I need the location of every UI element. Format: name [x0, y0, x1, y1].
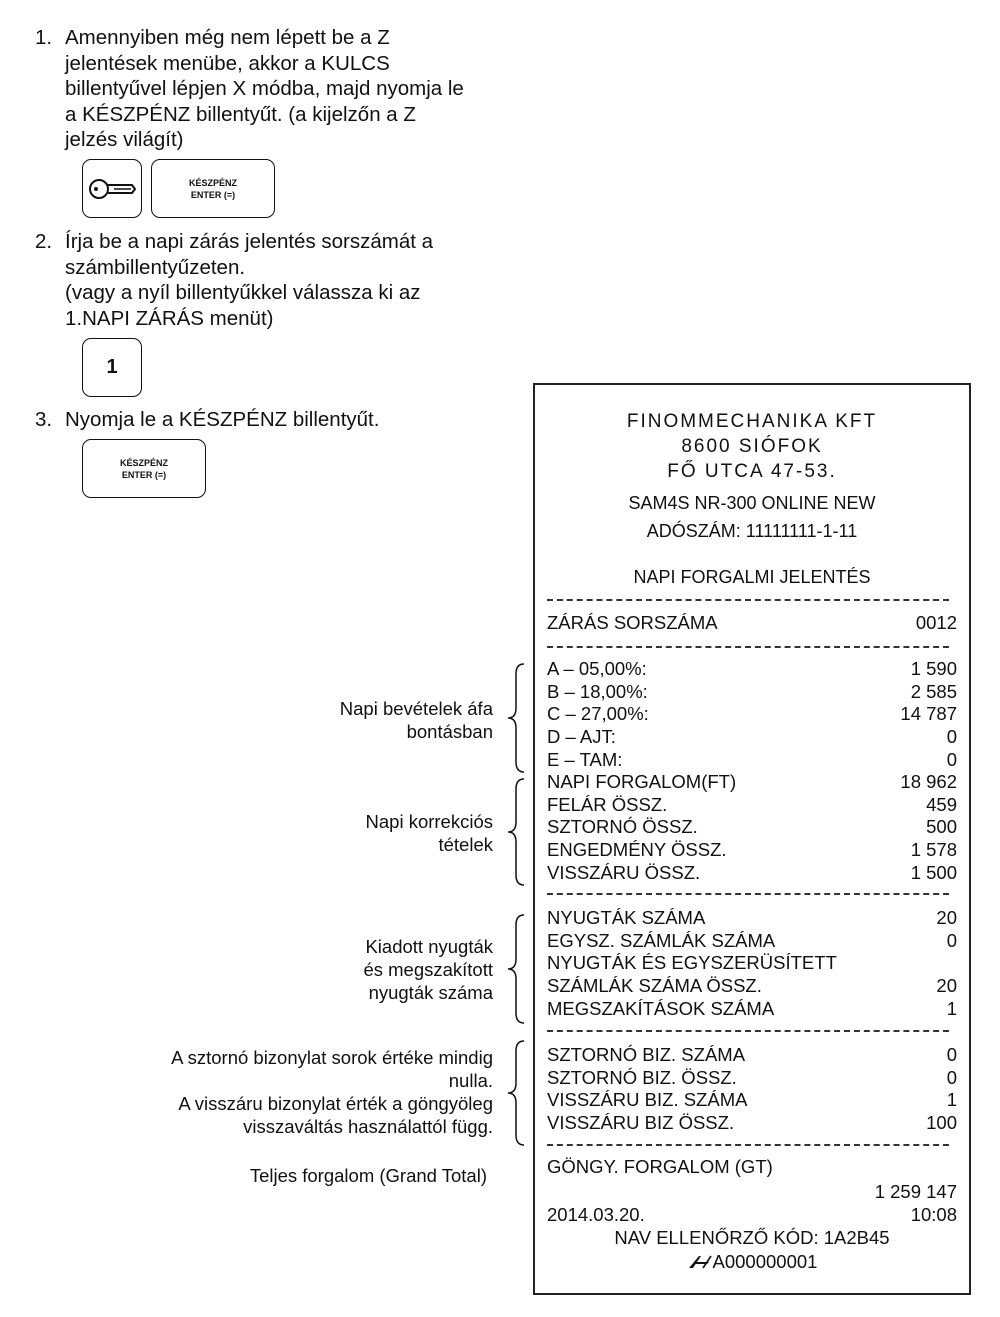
receipt-row-storno: VISSZÁRU BIZ. SZÁMA 1 [547, 1089, 957, 1111]
separator [547, 599, 949, 601]
receipt-time: 10:08 [910, 1204, 957, 1225]
receipt-street: FŐ UTCA 47-53. [667, 461, 837, 482]
separator [547, 893, 949, 895]
step-1 [35, 25, 515, 155]
receipt-row-receipts: EGYSZ. SZÁMLÁK SZÁMA 0 [547, 929, 957, 951]
separator [547, 1144, 949, 1146]
digit-one-button[interactable] [82, 338, 142, 397]
key-icon [87, 176, 137, 202]
step-text: jelzés világít) [65, 128, 184, 151]
receipt-row-gt-value: 1 259 147 [874, 1181, 957, 1202]
receipt-nav-code: NAV ELLENŐRZŐ KÓD: 1A2B45 [614, 1227, 890, 1248]
receipt-row-correction: ENGEDMÉNY ÖSSZ. 1 578 [547, 839, 957, 861]
separator [547, 1030, 949, 1032]
annotation-vat: Napi bevételek áfa bontásban [339, 698, 493, 742]
receipt-row-receipts: MEGSZAKÍTÁSOK SZÁMA 1 [547, 997, 957, 1019]
receipt-row-vat: B – 18,00%: 2 585 [547, 680, 957, 702]
step-number: 1. [35, 26, 53, 49]
receipt-row-closing: ZÁRÁS SORSZÁMA 0012 [547, 612, 957, 633]
key-label: KÉSZPÉNZ ENTER (=) [188, 177, 237, 200]
receipt-report-title: NAPI FORGALMI JELENTÉS [633, 567, 871, 587]
receipt-row-correction: VISSZÁRU ÖSSZ. 1 500 [547, 861, 957, 883]
key-label: 1 [106, 356, 118, 378]
step-text: a KÉSZPÉNZ billentyűt. (a kijelzőn a Z [65, 102, 416, 126]
receipt-date: 2014.03.20. [547, 1204, 645, 1225]
step-text: billentyűvel lépjen X módba, majd nyomja le [65, 77, 464, 100]
receipt-row-correction: SZTORNÓ ÖSSZ. 500 [547, 816, 957, 838]
receipt-row-vat: E – TAM: 0 [547, 748, 957, 770]
receipt-row-receipts: SZÁMLÁK SZÁMA ÖSSZ. 20 [547, 975, 957, 997]
step-3 [35, 407, 515, 433]
annotation-corrections: Napi korrekciós tételek [365, 811, 493, 855]
cash-enter-button-2[interactable] [82, 439, 206, 498]
receipt-row-vat: D – AJT: 0 [547, 726, 957, 748]
annotation-storno: A sztornó bizonylat sorok értéke mindig nulla. A visszáru bizonylat érték a göngyöleg visszaváltás használattól függ. [171, 1047, 493, 1137]
step-text: Amennyiben még nem lépett be a Z [65, 26, 390, 49]
brace-vat [506, 662, 528, 774]
annotation-receipts: Kiadott nyugták és megszakított nyugták száma [363, 936, 493, 1003]
step-text: Írja be a napi zárás jelentés sorszámát a [65, 230, 434, 253]
receipt-row-datetime [547, 1204, 957, 1227]
receipt-city: 8600 SIÓFOK [681, 436, 823, 457]
step-2 [35, 229, 515, 333]
step-text: 1.NAPI ZÁRÁS menüt) [65, 306, 274, 330]
step-text: számbillentyűzeten. [65, 255, 246, 279]
receipt [533, 383, 971, 1295]
brace-receipts [506, 913, 528, 1025]
receipt-row-vat: A – 05,00%: 1 590 [547, 658, 957, 679]
separator [547, 646, 949, 648]
step-number: 2. [35, 230, 53, 253]
receipt-model: SAM4S NR-300 ONLINE NEW [628, 493, 876, 513]
receipt-row-receipts: NYUGTÁK ÉS EGYSZERÜSÍTETT [547, 952, 837, 974]
receipt-ap-line [535, 1251, 969, 1273]
key-label: KÉSZPÉNZ ENTER (=) [119, 457, 168, 480]
receipt-row-storno: VISSZÁRU BIZ ÖSSZ. 100 [547, 1112, 957, 1134]
receipt-row-gt: GÖNGY. FORGALOM (GT) [547, 1156, 773, 1177]
key-switch-button[interactable] [82, 159, 142, 218]
receipt-row-storno: SZTORNÓ BIZ. ÖSSZ. 0 [547, 1066, 957, 1088]
receipt-ap-number: A000000001 [712, 1251, 818, 1272]
receipt-company: FINOMMECHANIKA KFT [626, 411, 878, 432]
step-text: jelentések menübe, akkor a KULCS [65, 51, 390, 75]
annotation-grand-total: Teljes forgalom (Grand Total) [249, 1165, 487, 1186]
receipt-row-receipts: NYUGTÁK SZÁMA 20 [547, 907, 957, 928]
brace-storno [506, 1039, 528, 1147]
receipt-row-correction: NAPI FORGALOM(FT) 18 962 [547, 771, 957, 792]
brace-corrections [506, 777, 528, 887]
ap-logo-icon [687, 1254, 713, 1270]
receipt-tax-number: ADÓSZÁM: 11111111-1-11 [646, 521, 858, 541]
step-text: Nyomja le a KÉSZPÉNZ billentyűt. [65, 408, 380, 431]
receipt-row-correction: FELÁR ÖSSZ. 459 [547, 793, 957, 815]
step-text: (vagy a nyíl billentyűkkel válassza ki az [65, 281, 421, 304]
receipt-row-storno: SZTORNÓ BIZ. SZÁMA 0 [547, 1044, 957, 1065]
cash-enter-button[interactable] [151, 159, 275, 218]
step-number: 3. [35, 408, 53, 431]
receipt-row-vat: C – 27,00%: 14 787 [547, 703, 957, 725]
